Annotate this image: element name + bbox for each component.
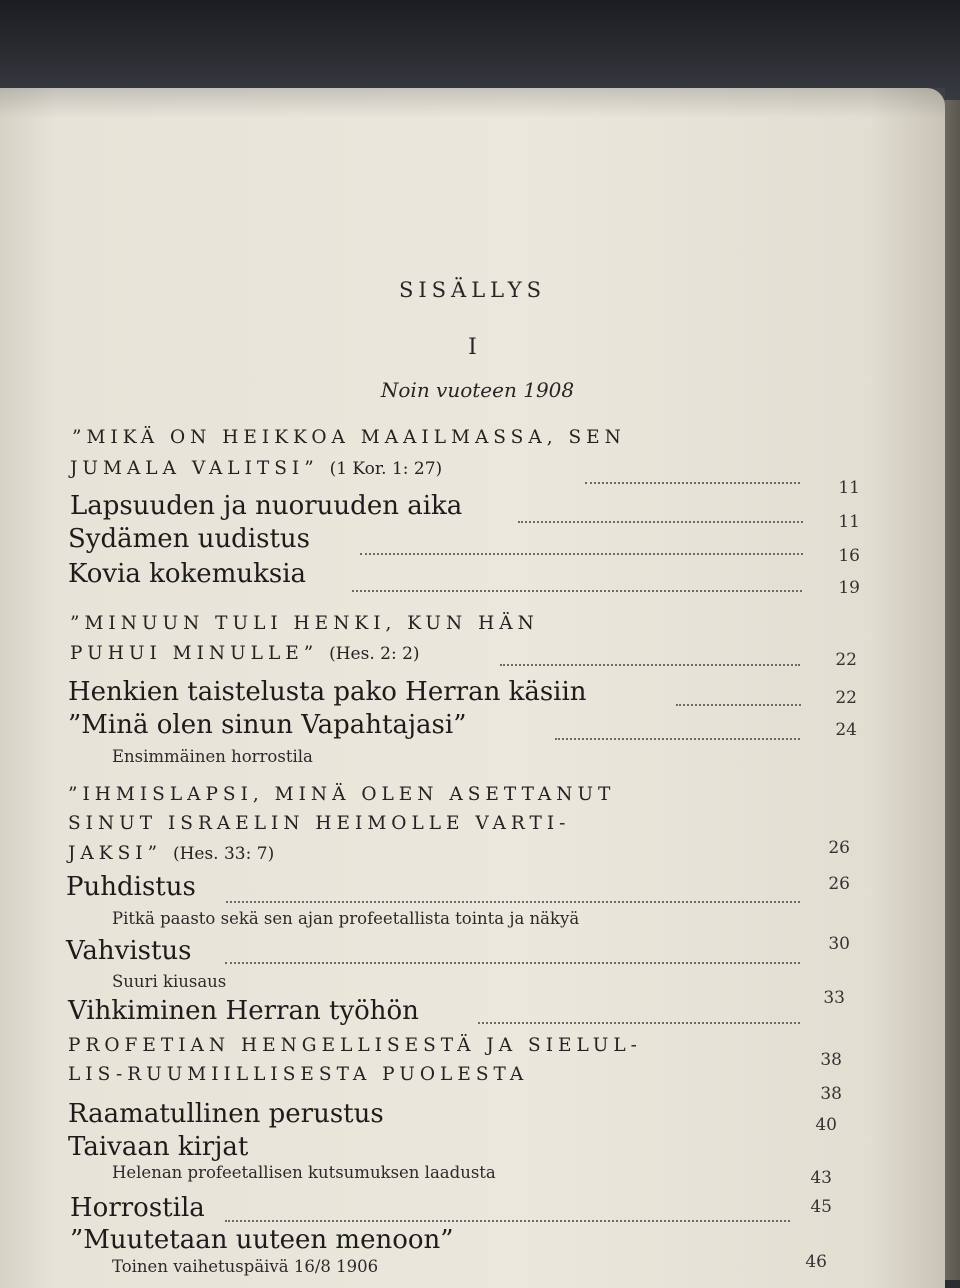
leader-dots	[555, 738, 800, 740]
leader-dots	[500, 664, 800, 666]
toc-entry-raamatullinen: Raamatullinen perustus	[68, 1099, 384, 1129]
page-title: SISÄLLYS	[398, 278, 547, 302]
toc-entry-taivaan: Taivaan kirjat	[68, 1132, 249, 1162]
section-heading-3-line3	[68, 843, 274, 864]
section-heading-2-line1: ”MINUUN TULI HENKI, KUN HÄN	[70, 613, 539, 634]
toc-entry-vahvistus: Vahvistus	[66, 936, 192, 966]
page-number: 26	[828, 838, 850, 858]
page-number: 40	[815, 1115, 837, 1135]
section-heading-3-line1: ”IHMISLAPSI, MINÄ OLEN ASETTANUT	[68, 784, 616, 805]
section-heading-3-line2: SINUT ISRAELIN HEIMOLLE VARTI-	[68, 813, 571, 834]
leader-dots	[676, 704, 801, 706]
leader-dots	[478, 1022, 800, 1024]
page-number: 46	[805, 1252, 827, 1272]
page-number: 26	[828, 874, 850, 894]
leader-dots	[360, 553, 803, 555]
toc-subentry-toinen: Toinen vaihetuspäivä 16/8 1906	[112, 1257, 379, 1276]
section-heading-1-line1: ”MIKÄ ON HEIKKOA MAAILMASSA, SEN	[72, 427, 626, 448]
leader-dots	[585, 482, 800, 484]
page-number: 45	[810, 1197, 832, 1217]
toc-entry-sydamen: Sydämen uudistus	[68, 524, 311, 554]
page-number: 11	[838, 478, 860, 498]
toc-entry-kovia: Kovia kokemuksia	[68, 559, 307, 589]
toc-entry-vapahtaja: ”Minä olen sinun Vapahtajasi”	[68, 710, 467, 740]
section-heading-3-ref: (Hes. 33: 7)	[172, 844, 275, 864]
leader-dots	[226, 901, 800, 903]
page-number: 30	[828, 934, 850, 954]
section-heading-4-line2: LIS-RUUMIILLISESTA PUOLESTA	[68, 1064, 529, 1085]
toc-subentry-suuri: Suuri kiusaus	[112, 972, 227, 991]
part-number: I	[468, 335, 477, 360]
page-number: 38	[820, 1050, 842, 1070]
toc-entry-lapsuus: Lapsuuden ja nuoruuden aika	[70, 491, 463, 521]
section-heading-3-quote: JAKSI”	[68, 843, 163, 864]
page-number: 38	[820, 1084, 842, 1104]
section-heading-1-ref: (1 Kor. 1: 27)	[329, 459, 443, 479]
section-heading-2-line2	[70, 643, 420, 664]
toc-entry-vihkiminen: Vihkiminen Herran työhön	[68, 996, 419, 1026]
page-number: 11	[838, 512, 860, 532]
leader-dots	[225, 1220, 790, 1222]
part-subtitle: Noin vuoteen 1908	[380, 378, 575, 402]
toc-entry-henkien: Henkien taistelusta pako Herran käsiin	[68, 677, 587, 707]
section-heading-4-line1: PROFETIAN HENGELLISESTÄ JA SIELUL-	[68, 1035, 642, 1056]
toc-entry-puhdistus: Puhdistus	[66, 872, 196, 902]
page-number: 16	[838, 546, 860, 566]
leader-dots	[518, 521, 803, 523]
page-number: 22	[835, 688, 857, 708]
page-number: 24	[835, 720, 857, 740]
page-number: 43	[810, 1168, 832, 1188]
toc-subentry-ensimmainen: Ensimmäinen horrostila	[112, 747, 313, 766]
page-number: 19	[838, 578, 860, 598]
page-number: 33	[823, 988, 845, 1008]
section-heading-1-line2	[70, 458, 442, 479]
toc-entry-muutetaan: ”Muutetaan uuteen menoon”	[70, 1225, 454, 1255]
toc-subentry-helenan: Helenan profeetallisen kutsumuksen laadusta	[112, 1163, 496, 1182]
section-heading-2-ref: (Hes. 2: 2)	[329, 644, 420, 664]
toc-subentry-pitka: Pitkä paasto sekä sen ajan profeetallista tointa ja näkyä	[112, 909, 580, 928]
page-number: 22	[835, 650, 857, 670]
section-heading-1-quote: JUMALA VALITSI”	[70, 458, 319, 479]
leader-dots	[225, 962, 800, 964]
leader-dots	[352, 590, 802, 592]
section-heading-2-quote: PUHUI MINULLE”	[70, 643, 319, 664]
toc-entry-horrostila: Horrostila	[70, 1193, 205, 1223]
